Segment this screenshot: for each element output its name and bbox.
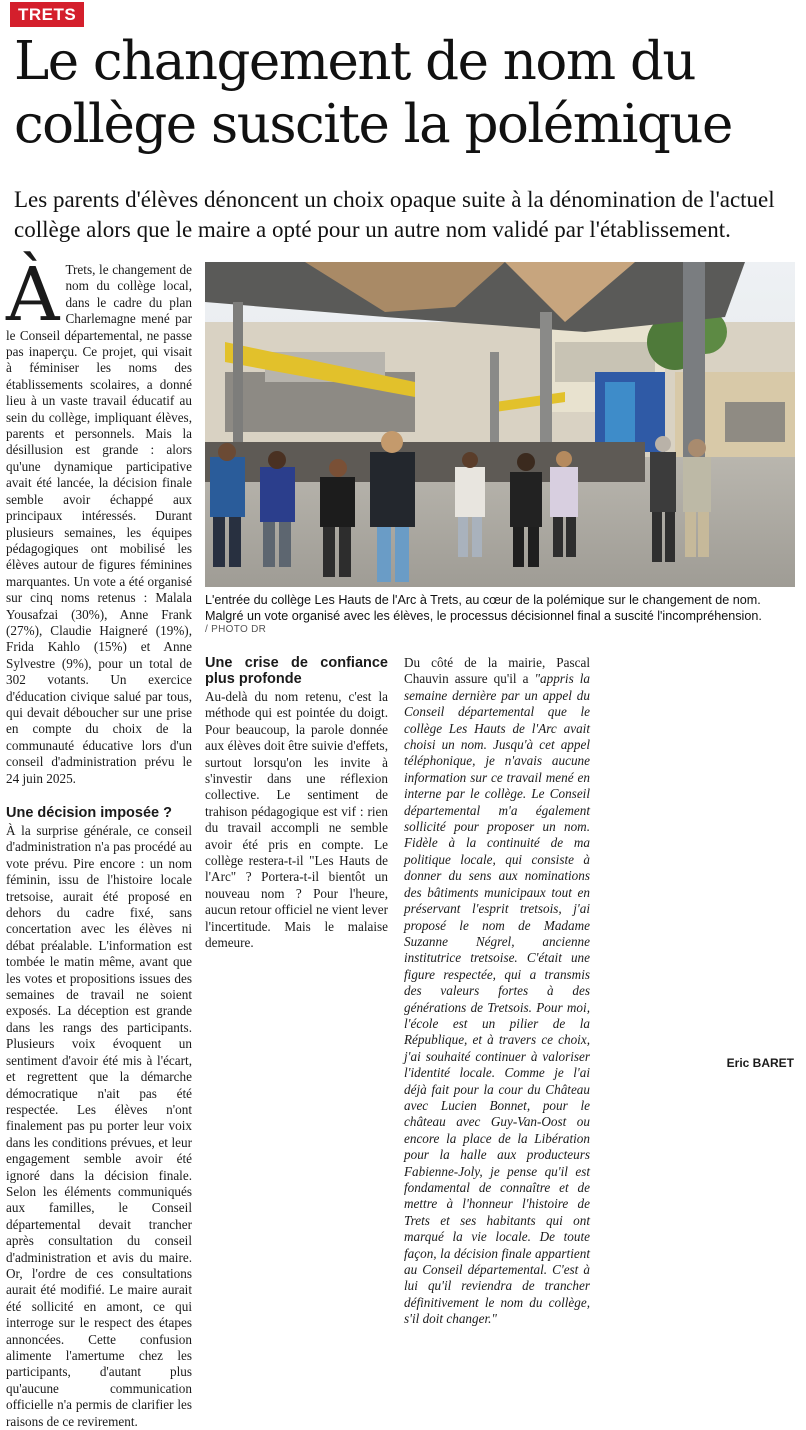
article-column-3 bbox=[404, 655, 590, 1328]
paragraph-confiance: Au-delà du nom retenu, c'est la méthode qui est pointée du doigt. Pour beaucoup, la parole donnée aux élèves doit être suivie d'effets, surtout lorsqu'on les invite à s'investir dans une réflexion collective. Le sentiment de trahison pédagogique est vif : rien du travail accompli ne semble avoir été pris en compte. Le collège restera-t-il "Les Hauts de l'Arc" ? Portera-t-il bientôt un nouveau nom ? Pour l'heure, aucun retour officiel ne vient lever l'incertitude. Mais le malaise demeure. bbox=[205, 689, 388, 951]
section-kicker: TRETS bbox=[10, 2, 84, 27]
byline: Eric BARET bbox=[726, 1056, 794, 1070]
article-column-2 bbox=[205, 655, 388, 952]
subheadline: Les parents d'élèves dénoncent un choix opaque suite à la dénomination de l'actuel collège alors que le maire a opté pour un autre nom validé par l'établissement. bbox=[14, 187, 775, 242]
article-column-1 bbox=[6, 252, 192, 1430]
photo-caption: L'entrée du collège Les Hauts de l'Arc à Trets, au cœur de la polémique sur le changement de nom. Malgré un vote organisé avec les élèves, le processus décisionnel final a suscité l'incompréhension. bbox=[205, 593, 762, 623]
paragraph-decision: À la surprise générale, ce conseil d'administration n'a pas procédé au vote prévu. Pire encore : un nom féminin, issu de l'histoire locale tretsoise, aurait été proposé en dehors du cadre fixé, sans concertation avec les élèves ni débat préalable. L'information est tombée le matin même, avant que les votes et propositions issues des semaines de travail ne soient exposés. La déception est grande dans les rangs des participants. Plusieurs voix évoquent un sentiment d'avoir été mis à l'écart, et regrettent que la démarche démocratique n'ait pas été respectée. Les élèves n'ont finalement pas pu porter leur voix dans les conditions prévues, et leur engagement semble avoir été ignoré dans la décision finale. Selon les éléments communiqués aux familles, le Conseil départemental devait trancher après consultation du conseil d'administration et avis du maire. Or, l'ordre de ces consultations aurait été modifié. Le maire aurait été sollicité en amont, ce qui interroge sur le respect des étapes annoncées. Cette confusion alimente l'amertume chez les participants, d'autant plus qu'aucune communication officielle n'a permis de clarifier les raisons de ce revirement. bbox=[6, 823, 192, 1429]
dropcap: À bbox=[6, 252, 60, 338]
photo-illustration bbox=[205, 262, 795, 587]
mairie-intro: Du côté de la mairie, Pascal Chauvin assure qu'il a bbox=[404, 655, 590, 687]
photo-credit: / PHOTO DR bbox=[205, 624, 267, 635]
paragraph-mairie bbox=[404, 655, 590, 1328]
headline: Le changement de nom du collège suscite la polémique bbox=[14, 31, 732, 155]
paragraph-intro: Trets, le changement de nom du collège local, dans le cadre du plan Charlemagne mené par le Conseil départemental, ne passe pas inaperçu. Ce projet, qui visait à féminiser les noms des établissements scolaires, a donné lieu à un vaste travail éducatif au sein du collège, impliquant élèves, parents et personnels. Mais la désillusion est grande : alors qu'une dynamique participative avait été lancée, la décision finale semble avoir échappé aux principaux intéressés. Durant plusieurs semaines, les équipes pédagogiques ont mobilisé les élèves autour de figures féminines marquantes. Un vote a été organisé sur cinq noms retenus : Malala Yousafzai (30%), Anne Frank (27%), Claudie Haigneré (19%), Frida Kahlo (15%) et Anne Sylvestre (9%), pour un total de 302 votants. Un exercice d'éducation civique salué par tous, qui devait déboucher sur une prise en compte du choix de la communauté éducative lors d'un conseil d'administration prévu le 24 juin 2025. bbox=[6, 262, 192, 786]
intertitle-confiance: Une crise de confiance plus profonde bbox=[205, 655, 388, 687]
intertitle-decision: Une décision imposée ? bbox=[6, 805, 172, 821]
mayor-quote: "appris la semaine dernière par un appel du Conseil départemental que le collège Les Hauts de l'Arc avait choisi un nom. Jusqu'à cet appel téléphonique, je n'avais aucune information sur ce travail mené en interne par le collège. Le Conseil départemental m'a également sollicité pour proposer un nom. Fidèle à la continuité de ma politique locale, qui consiste à donner du sens aux nominations des bâtiments municipaux tout en préservant l'esprit tretsois, j'ai proposé le nom de Madame Suzanne Négrel, ancienne institutrice tretsoise. C'était une figure respectée, qui a transmis des valeurs fortes à des générations de Tretsois. Pour moi, l'école est un pilier de la République, et à travers ce choix, j'ai souhaité continuer à valoriser l'identité locale. Comme je l'ai déjà fait pour la cour du Château avec Lucien Bonnet, pour le château avec Guy-Van-Oost ou encore la place de la Libération pour la halle aux producteurs Fabienne-Joly, je pense qu'il est fondamental de connaître et de mettre à l'honneur l'histoire de Trets et ses habitants qui ont marqué la vie locale. De toute façon, la décision finale appartient au Conseil départemental. C'est à lui qu'il reviendra de trancher définitivement le nom du collège, s'il doit changer." bbox=[404, 671, 590, 1327]
school-entrance-photo bbox=[205, 262, 795, 587]
